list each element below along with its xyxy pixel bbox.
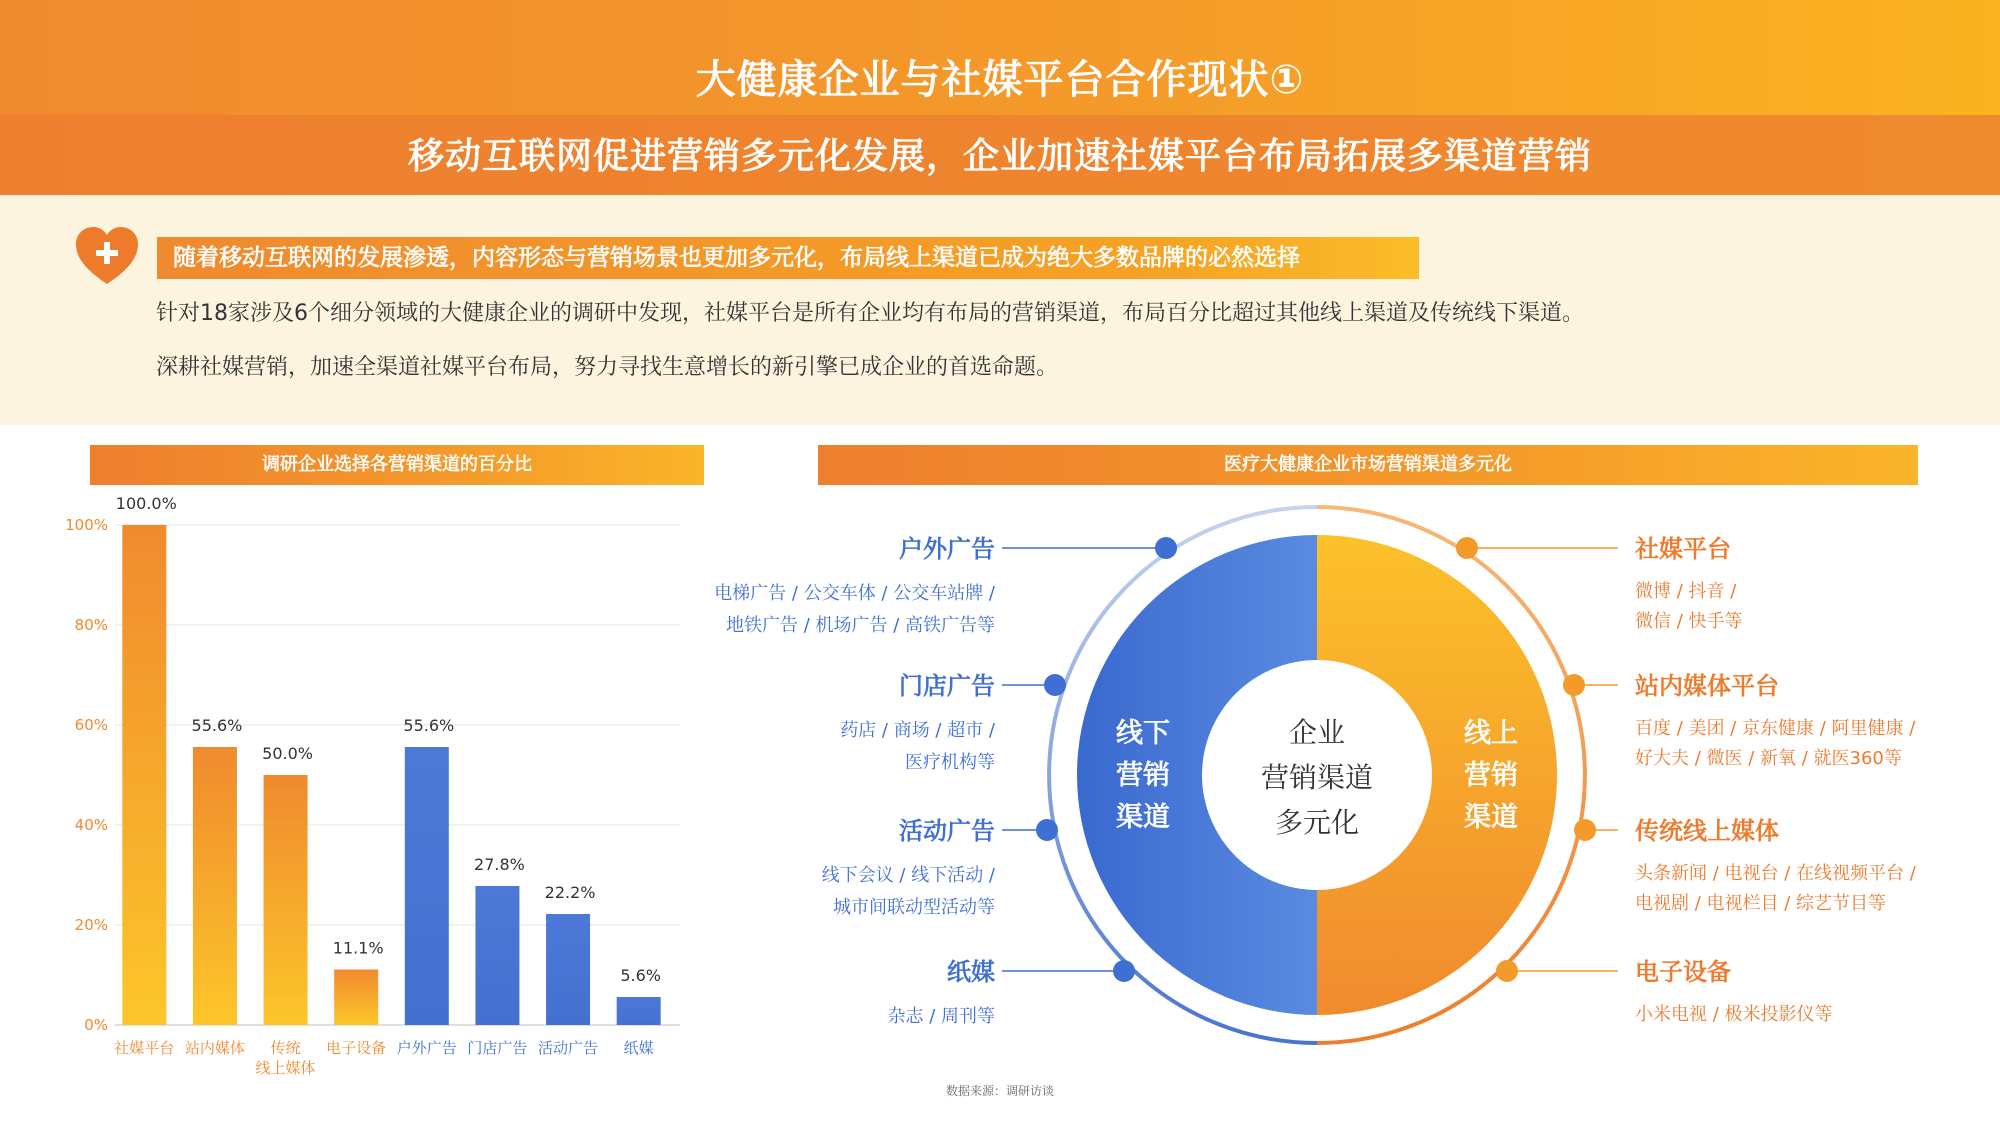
- offline-channel-name: 纸媒: [947, 958, 995, 986]
- offline-label: 营销: [1116, 760, 1170, 791]
- offline-channel-detail: 地铁广告 / 机场广告 / 高铁广告等: [725, 615, 995, 636]
- page-title: 大健康企业与社媒平台合作现状①: [695, 57, 1305, 103]
- channel-diagram: [600, 480, 2000, 1080]
- online-channel-detail: 百度 / 美团 / 京东健康 / 阿里健康 /: [1635, 718, 1916, 739]
- online-channel-detail: 微博 / 抖音 /: [1635, 581, 1737, 602]
- connector-dot: [1456, 537, 1478, 559]
- online-label: 营销: [1464, 760, 1518, 791]
- online-channel-detail: 头条新闻 / 电视台 / 在线视频平台 /: [1635, 863, 1916, 884]
- online-channel-name: 电子设备: [1635, 958, 1731, 986]
- offline-label: 渠道: [1116, 802, 1170, 833]
- bar-社媒平台: [122, 525, 166, 1025]
- x-tick-label: 活动广告: [538, 1039, 599, 1057]
- online-label: 渠道: [1464, 802, 1518, 833]
- online-channel-detail: 好大夫 / 微医 / 新氧 / 就医360等: [1635, 748, 1902, 769]
- bar-站内媒体: [193, 747, 237, 1025]
- offline-channel-detail: 城市间联动型活动等: [833, 897, 995, 918]
- bar-value-label: 55.6%: [403, 716, 455, 735]
- bar-活动广告: [546, 914, 590, 1025]
- connector-dot: [1113, 960, 1135, 982]
- online-channel-name: 传统线上媒体: [1635, 817, 1779, 845]
- bar-value-label: 27.8%: [474, 855, 525, 874]
- connector-dot: [1496, 960, 1518, 982]
- y-tick-label: 80%: [74, 616, 108, 634]
- connector-dot: [1036, 819, 1058, 841]
- connector-dot: [1155, 537, 1177, 559]
- offline-channel-detail: 医疗机构等: [905, 752, 995, 773]
- offline-channel-detail: 药店 / 商场 / 超市 /: [840, 720, 995, 741]
- bar-chart-title: 调研企业选择各营销渠道的百分比: [90, 445, 704, 485]
- online-label: 线上: [1464, 718, 1518, 749]
- y-tick-label: 20%: [74, 916, 108, 934]
- bar-value-label: 11.1%: [332, 938, 384, 958]
- bar-value-label: 22.2%: [544, 883, 596, 902]
- offline-label: 线下: [1116, 718, 1170, 749]
- online-channel-detail: 电视剧 / 电视栏目 / 综艺节目等: [1635, 893, 1887, 914]
- data-source: 数据来源：调研访谈: [945, 1084, 1054, 1098]
- bar-value-label: 55.6%: [191, 716, 243, 735]
- y-tick-label: 40%: [74, 816, 108, 834]
- offline-channel-name: 活动广告: [899, 817, 995, 845]
- heart-plus-icon: [74, 226, 140, 286]
- center-label: 企业: [1288, 716, 1346, 749]
- x-tick-label: 户外广告: [396, 1039, 457, 1057]
- online-channel-name: 社媒平台: [1635, 535, 1731, 563]
- bar-传统线上媒体: [264, 775, 308, 1025]
- x-tick-label: 纸媒: [623, 1039, 654, 1057]
- connector-dot: [1574, 819, 1596, 841]
- y-tick-label: 60%: [74, 716, 108, 734]
- bar-电子设备: [334, 970, 378, 1026]
- center-label: 多元化: [1274, 806, 1360, 839]
- intro-highlight: 随着移动互联网的发展渗透，内容形态与营销场景也更加多元化，布局线上渠道已成为绝大多数品牌的必然选择: [157, 237, 1419, 279]
- x-tick-label: 社媒平台: [114, 1039, 175, 1057]
- center-label: 营销渠道: [1260, 761, 1374, 794]
- intro-line-2: 深耕社媒营销，加速全渠道社媒平台布局，努力寻找生意增长的新引擎已成企业的首选命题。: [156, 355, 1059, 380]
- y-tick-label: 100%: [65, 516, 108, 534]
- x-tick-label: 门店广告: [467, 1039, 528, 1057]
- offline-channel-detail: 杂志 / 周刊等: [887, 1006, 995, 1027]
- x-tick-label: 线上媒体: [255, 1059, 316, 1077]
- page-subtitle: 移动互联网促进营销多元化发展，企业加速社媒平台布局拓展多渠道营销: [407, 136, 1592, 177]
- offline-channel-name: 门店广告: [899, 672, 995, 700]
- intro-line-1: 针对18家涉及6个细分领域的大健康企业的调研中发现，社媒平台是所有企业均有布局的营销渠道，布局百分比超过其他线上渠道及传统线下渠道。: [156, 301, 1584, 326]
- online-channel-detail: 小米电视 / 极米投影仪等: [1635, 1004, 1833, 1025]
- offline-channel-name: 户外广告: [899, 535, 995, 563]
- connector-dot: [1044, 674, 1066, 696]
- online-channel-name: 站内媒体平台: [1635, 672, 1779, 700]
- x-tick-label: 站内媒体: [184, 1039, 245, 1057]
- bar-户外广告: [405, 747, 449, 1025]
- offline-channel-detail: 电梯广告 / 公交车体 / 公交车站牌 /: [714, 583, 995, 604]
- bar-value-label: 50.0%: [262, 744, 313, 763]
- x-tick-label: 传统: [270, 1039, 301, 1057]
- online-channel-detail: 微信 / 快手等: [1635, 611, 1743, 632]
- connector-dot: [1563, 674, 1585, 696]
- diagram-title: 医疗大健康企业市场营销渠道多元化: [818, 445, 1918, 485]
- offline-channel-detail: 线下会议 / 线下活动 /: [821, 865, 995, 886]
- bar-value-label: 5.6%: [620, 966, 662, 985]
- x-tick-label: 电子设备: [326, 1039, 387, 1057]
- y-tick-label: 0%: [84, 1016, 108, 1034]
- bar-value-label: 100.0%: [115, 494, 177, 513]
- bar-门店广告: [475, 886, 519, 1025]
